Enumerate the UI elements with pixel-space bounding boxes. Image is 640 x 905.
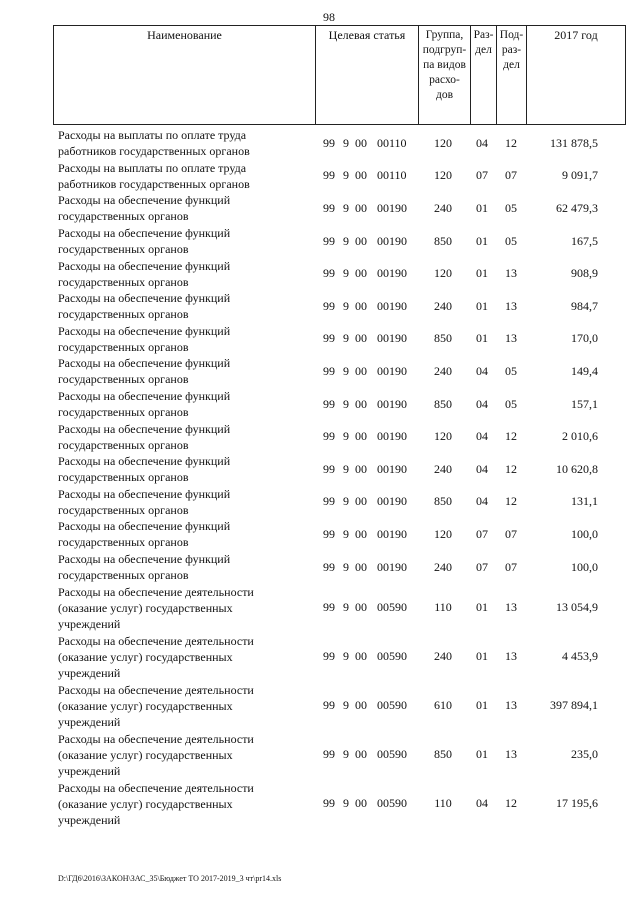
table-row xyxy=(53,323,626,356)
row-name: Расходы на обеспечение деятельности (оказание услуг) государственных учреждений xyxy=(58,682,254,729)
row-target-article: 99 9 00 00190 xyxy=(323,396,407,411)
header-year: 2017 год xyxy=(554,28,598,42)
row-amount: 170,0 xyxy=(571,331,598,346)
row-section: 04 xyxy=(476,494,488,509)
table-row xyxy=(53,632,626,681)
row-amount: 2 010,6 xyxy=(562,429,598,444)
row-name: Расходы на обеспечение функций государственных органов xyxy=(58,454,231,485)
row-section: 04 xyxy=(476,396,488,411)
row-target-article: 99 9 00 00190 xyxy=(323,363,407,378)
row-section: 01 xyxy=(476,266,488,281)
row-name: Расходы на обеспечение деятельности (оказание услуг) государственных учреждений xyxy=(58,584,254,631)
table-row xyxy=(53,779,626,828)
table-row xyxy=(53,518,626,551)
row-subsection: 13 xyxy=(505,600,517,615)
row-target-article: 99 9 00 00190 xyxy=(323,559,407,574)
table-row xyxy=(53,486,626,519)
row-group: 240 xyxy=(434,461,452,476)
row-name: Расходы на выплаты по оплате труда работников государственных органов xyxy=(58,128,250,159)
row-subsection: 05 xyxy=(505,396,517,411)
row-name: Расходы на обеспечение функций государственных органов xyxy=(58,323,231,354)
row-group: 610 xyxy=(434,698,452,713)
row-section: 04 xyxy=(476,363,488,378)
row-name: Расходы на выплаты по оплате труда работников государственных органов xyxy=(58,160,250,191)
row-section: 01 xyxy=(476,600,488,615)
row-subsection: 13 xyxy=(505,747,517,762)
row-section: 04 xyxy=(476,461,488,476)
footer-file-path: D:\ГД6\2016\ЗАКОН\ЗАС_35\Бюджет ТО 2017-2019_3 чт\pr14.xls xyxy=(58,874,282,883)
row-section: 01 xyxy=(476,747,488,762)
header-target-article: Целевая статья xyxy=(316,26,419,124)
table-row xyxy=(53,551,626,584)
row-subsection: 07 xyxy=(505,559,517,574)
row-name: Расходы на обеспечение функций государственных органов xyxy=(58,193,231,224)
row-section: 04 xyxy=(476,429,488,444)
row-target-article: 99 9 00 00590 xyxy=(323,747,407,762)
row-subsection: 07 xyxy=(505,526,517,541)
row-name: Расходы на обеспечение функций государственных органов xyxy=(58,552,231,583)
row-amount: 984,7 xyxy=(571,298,598,313)
header-section: Раз- дел xyxy=(471,26,497,124)
row-subsection: 13 xyxy=(505,266,517,281)
row-amount: 100,0 xyxy=(571,526,598,541)
row-group: 110 xyxy=(434,796,452,811)
row-amount: 100,0 xyxy=(571,559,598,574)
row-group: 850 xyxy=(434,747,452,762)
row-name: Расходы на обеспечение функций государственных органов xyxy=(58,291,231,322)
table-row xyxy=(53,420,626,453)
table-header xyxy=(53,25,626,125)
row-section: 07 xyxy=(476,168,488,183)
row-subsection: 12 xyxy=(505,135,517,150)
row-subsection: 13 xyxy=(505,331,517,346)
table-body xyxy=(53,127,626,828)
row-target-article: 99 9 00 00190 xyxy=(323,200,407,215)
row-group: 240 xyxy=(434,200,452,215)
row-group: 850 xyxy=(434,233,452,248)
row-section: 01 xyxy=(476,233,488,248)
row-target-article: 99 9 00 00190 xyxy=(323,298,407,313)
row-amount: 131,1 xyxy=(571,494,598,509)
row-name: Расходы на обеспечение функций государственных органов xyxy=(58,486,231,517)
row-amount: 149,4 xyxy=(571,363,598,378)
table-row xyxy=(53,583,626,632)
row-amount: 167,5 xyxy=(571,233,598,248)
row-group: 850 xyxy=(434,331,452,346)
row-amount: 9 091,7 xyxy=(562,168,598,183)
row-target-article: 99 9 00 00590 xyxy=(323,796,407,811)
row-target-article: 99 9 00 00190 xyxy=(323,461,407,476)
row-amount: 397 894,1 xyxy=(550,698,598,713)
row-target-article: 99 9 00 00190 xyxy=(323,526,407,541)
row-group: 120 xyxy=(434,526,452,541)
table-row xyxy=(53,257,626,290)
page-number: 98 xyxy=(323,10,335,24)
row-subsection: 13 xyxy=(505,298,517,313)
table-row xyxy=(53,355,626,388)
row-subsection: 12 xyxy=(505,461,517,476)
row-target-article: 99 9 00 00190 xyxy=(323,233,407,248)
row-group: 240 xyxy=(434,298,452,313)
row-section: 07 xyxy=(476,526,488,541)
table-row xyxy=(53,290,626,323)
row-section: 01 xyxy=(476,298,488,313)
table-row xyxy=(53,225,626,258)
row-amount: 908,9 xyxy=(571,266,598,281)
row-section: 01 xyxy=(476,200,488,215)
row-name: Расходы на обеспечение деятельности (оказание услуг) государственных учреждений xyxy=(58,731,254,778)
row-target-article: 99 9 00 00190 xyxy=(323,429,407,444)
row-target-article: 99 9 00 00110 xyxy=(323,135,407,150)
row-target-article: 99 9 00 00110 xyxy=(323,168,407,183)
row-group: 120 xyxy=(434,429,452,444)
row-group: 120 xyxy=(434,135,452,150)
row-amount: 4 453,9 xyxy=(562,649,598,664)
table-row xyxy=(53,388,626,421)
row-group: 850 xyxy=(434,396,452,411)
row-group: 240 xyxy=(434,559,452,574)
row-group: 240 xyxy=(434,649,452,664)
row-name: Расходы на обеспечение функций государственных органов xyxy=(58,356,231,387)
row-target-article: 99 9 00 00190 xyxy=(323,494,407,509)
row-subsection: 05 xyxy=(505,233,517,248)
table-row xyxy=(53,730,626,779)
row-amount: 17 195,6 xyxy=(556,796,598,811)
row-target-article: 99 9 00 00190 xyxy=(323,266,407,281)
row-subsection: 07 xyxy=(505,168,517,183)
table-row xyxy=(53,160,626,193)
row-subsection: 12 xyxy=(505,796,517,811)
row-name: Расходы на обеспечение деятельности (оказание услуг) государственных учреждений xyxy=(58,633,254,680)
row-section: 04 xyxy=(476,135,488,150)
row-group: 110 xyxy=(434,600,452,615)
row-subsection: 05 xyxy=(505,363,517,378)
row-name: Расходы на обеспечение функций государственных органов xyxy=(58,389,231,420)
row-name: Расходы на обеспечение деятельности (оказание услуг) государственных учреждений xyxy=(58,780,254,827)
row-group: 120 xyxy=(434,266,452,281)
header-subsection: Под- раз- дел xyxy=(497,26,527,124)
row-section: 04 xyxy=(476,796,488,811)
row-target-article: 99 9 00 00590 xyxy=(323,649,407,664)
row-name: Расходы на обеспечение функций государственных органов xyxy=(58,226,231,257)
row-amount: 13 054,9 xyxy=(556,600,598,615)
row-group: 120 xyxy=(434,168,452,183)
row-amount: 131 878,5 xyxy=(550,135,598,150)
row-subsection: 05 xyxy=(505,200,517,215)
row-amount: 157,1 xyxy=(571,396,598,411)
row-name: Расходы на обеспечение функций государственных органов xyxy=(58,519,231,550)
header-group: Группа, подгруп- па видов расхо- дов xyxy=(419,26,471,124)
row-target-article: 99 9 00 00190 xyxy=(323,331,407,346)
table-row xyxy=(53,681,626,730)
row-section: 07 xyxy=(476,559,488,574)
row-target-article: 99 9 00 00590 xyxy=(323,600,407,615)
header-name: Наименование xyxy=(54,26,316,124)
table-row xyxy=(53,453,626,486)
row-subsection: 12 xyxy=(505,429,517,444)
table-row xyxy=(53,192,626,225)
row-section: 01 xyxy=(476,649,488,664)
row-subsection: 13 xyxy=(505,698,517,713)
row-subsection: 13 xyxy=(505,649,517,664)
row-amount: 62 479,3 xyxy=(556,200,598,215)
row-section: 01 xyxy=(476,331,488,346)
row-subsection: 12 xyxy=(505,494,517,509)
row-amount: 235,0 xyxy=(571,747,598,762)
table-row xyxy=(53,127,626,160)
row-name: Расходы на обеспечение функций государственных органов xyxy=(58,421,231,452)
row-target-article: 99 9 00 00590 xyxy=(323,698,407,713)
row-group: 240 xyxy=(434,363,452,378)
row-group: 850 xyxy=(434,494,452,509)
row-amount: 10 620,8 xyxy=(556,461,598,476)
row-section: 01 xyxy=(476,698,488,713)
row-name: Расходы на обеспечение функций государственных органов xyxy=(58,258,231,289)
